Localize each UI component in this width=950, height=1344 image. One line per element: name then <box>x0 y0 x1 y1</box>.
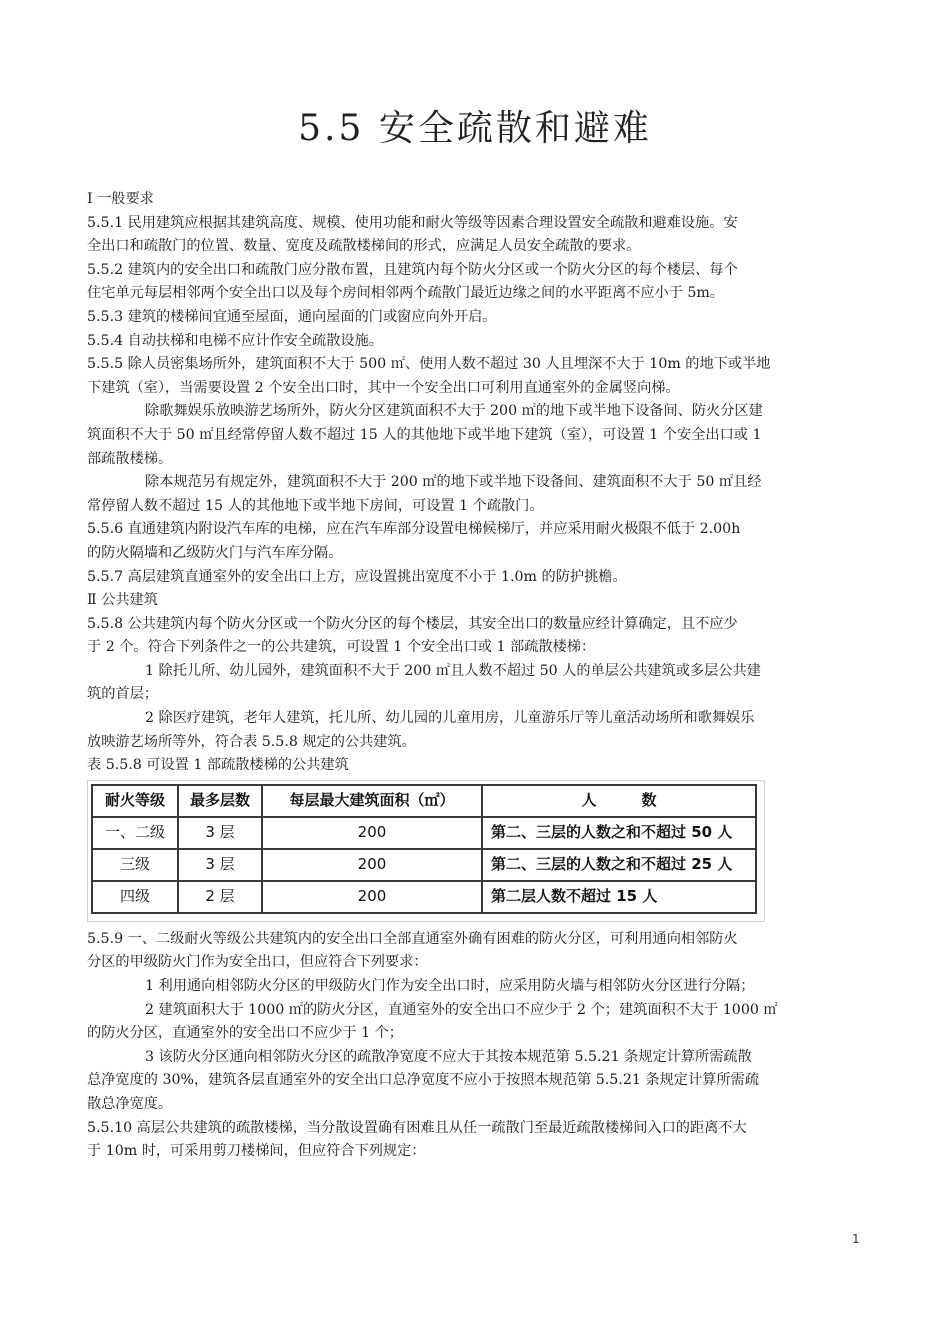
text-line: 筑的首层； <box>87 686 158 703</box>
table-header-row <box>92 785 756 817</box>
text-line: 5.5.6 直通建筑内附设汽车库的电梯，应在汽车库部分设置电梯候梯厅，并应采用耐火极限不低于 2.00h <box>87 521 741 538</box>
table-cell: 四级 <box>92 881 178 913</box>
header-cell: 最多层数 <box>178 785 262 817</box>
text-line: 5.5.5 除人员密集场所外，建筑面积不大于 500 ㎡、使用人数不超过 30 人且埋深不大于 10m 的地下或半地 <box>87 356 771 373</box>
text-line: 全出口和疏散门的位置、数量、宽度及疏散楼梯间的形式，应满足人员安全疏散的要求。 <box>87 238 641 255</box>
table-cell: 200 <box>262 849 482 881</box>
table-cell: 200 <box>262 881 482 913</box>
text-line: 部疏散楼梯。 <box>87 450 173 467</box>
text-line: 表 5.5.8 可设置 1 部疏散楼梯的公共建筑 <box>87 757 349 774</box>
text-line: 的防火隔墙和乙级防火门与汽车库分隔。 <box>87 544 343 561</box>
document-body <box>87 188 865 1164</box>
table-row <box>92 849 756 881</box>
table-cell: 第二、三层的人数之和不超过 50 人 <box>482 817 756 849</box>
text-line: 筑面积不大于 50 ㎡且经常停留人数不超过 15 人的其他地下或半地下建筑（室），可设置 1 个安全出口或 1 <box>87 426 762 443</box>
text-line: 5.5.10 高层公共建筑的疏散楼梯，当分散设置确有困难且从任一疏散门至最近疏散楼梯间入口的距离不大 <box>87 1119 747 1136</box>
text-line: 5.5.2 建筑内的安全出口和疏散门应分散布置，且建筑内每个防火分区或一个防火分区的每个楼层、每个 <box>87 261 738 278</box>
text-line: 于 10m 时，可采用剪刀楼梯间，但应符合下列规定： <box>87 1143 426 1160</box>
table-cell: 2 层 <box>178 881 262 913</box>
text-line: 1 利用通向相邻防火分区的甲级防火门作为安全出口时，应采用防火墙与相邻防火分区进行分隔； <box>145 978 755 995</box>
table-cell: 第二、三层的人数之和不超过 25 人 <box>482 849 756 881</box>
text-line: 于 2 个。符合下列条件之一的公共建筑，可设置 1 个安全出口或 1 部疏散楼梯： <box>87 639 596 656</box>
table-cell: 3 层 <box>178 817 262 849</box>
header-cell: 人 数 <box>482 785 756 817</box>
table-image-frame <box>87 780 765 922</box>
text-line: 散总净宽度。 <box>87 1096 173 1112</box>
text-line: 除本规范另有规定外，建筑面积不大于 200 ㎡的地下或半地下设备间、建筑面积不大于 50 ㎡且经 <box>145 474 762 491</box>
table-cell: 3 层 <box>178 849 262 881</box>
text-line: 5.5.4 自动扶梯和电梯不应计作安全疏散设施。 <box>87 332 383 349</box>
text-block-lower <box>87 928 865 1164</box>
text-line: 放映游艺场所等外，符合表 5.5.8 规定的公共建筑。 <box>87 733 416 750</box>
text-line: 2 建筑面积大于 1000 ㎡的防火分区，直通室外的安全出口不应少于 2 个；建筑面积不大于 1000 ㎡ <box>145 1001 778 1018</box>
table-cell: 第二层人数不超过 15 人 <box>482 881 756 913</box>
table-row <box>92 881 756 913</box>
text-line: 5.5.9 一、二级耐火等级公共建筑内的安全出口全部直通室外确有困难的防火分区，可利用通向相邻防火 <box>87 930 738 947</box>
text-line: 除歌舞娱乐放映游艺场所外，防火分区建筑面积不大于 200 ㎡的地下或半地下设备间、防火分区建 <box>145 403 763 420</box>
header-cell: 耐火等级 <box>92 785 178 817</box>
text-line: 5.5.7 高层建筑直通室外的安全出口上方，应设置挑出宽度不小于 1.0m 的防护挑檐。 <box>87 568 627 585</box>
text-line: Ⅰ 一般要求 <box>87 191 154 207</box>
page-number: 1 <box>852 1232 860 1246</box>
text-line: 1 除托儿所、幼儿园外，建筑面积不大于 200 ㎡且人数不超过 50 人的单层公共建筑或多层公共建 <box>145 662 761 679</box>
table-row <box>92 817 756 849</box>
text-line: 下建筑（室），当需要设置 2 个安全出口时，其中一个安全出口可利用直通室外的金属竖向梯。 <box>87 379 680 396</box>
text-line: 常停留人数不超过 15 人的其他地下或半地下房间，可设置 1 个疏散门。 <box>87 497 544 514</box>
text-line: Ⅱ 公共建筑 <box>87 592 158 609</box>
text-line: 总净宽度的 30%，建筑各层直通室外的安全出口总净宽度不应小于按照本规范第 5.5.21 条规定计算所需疏 <box>87 1072 759 1089</box>
text-line: 的防火分区，直通室外的安全出口不应少于 1 个； <box>87 1025 403 1042</box>
text-line: 5.5.8 公共建筑内每个防火分区或一个防火分区的每个楼层，其安全出口的数量应经计算确定，且不应少 <box>87 615 738 632</box>
table-cell: 200 <box>262 817 482 849</box>
table-cell: 一、二级 <box>92 817 178 849</box>
page-title: 5.5 安全疏散和避难 <box>298 108 652 149</box>
text-block-upper <box>87 188 865 778</box>
text-line: 5.5.1 民用建筑应根据其建筑高度、规模、使用功能和耐火等级等因素合理设置安全疏散和避难设施。安 <box>87 214 738 231</box>
text-line: 住宅单元每层相邻两个安全出口以及每个房间相邻两个疏散门最近边缘之间的水平距离不应小于 5m。 <box>87 285 725 302</box>
text-line: 5.5.3 建筑的楼梯间宜通至屋面，通向屋面的门或窗应向外开启。 <box>87 308 497 325</box>
text-line: 2 除医疗建筑，老年人建筑，托儿所、幼儿园的儿童用房，儿童游乐厅等儿童活动场所和歌舞娱乐 <box>145 710 755 727</box>
text-line: 分区的甲级防火门作为安全出口，但应符合下列要求： <box>87 954 428 971</box>
header-cell: 每层最大建筑面积（㎡） <box>262 785 482 817</box>
fire-rating-table <box>91 784 757 914</box>
table-cell: 三级 <box>92 849 178 881</box>
text-line: 3 该防火分区通向相邻防火分区的疏散净宽度不应大于其按本规范第 5.5.21 条规定计算所需疏散 <box>145 1048 752 1065</box>
